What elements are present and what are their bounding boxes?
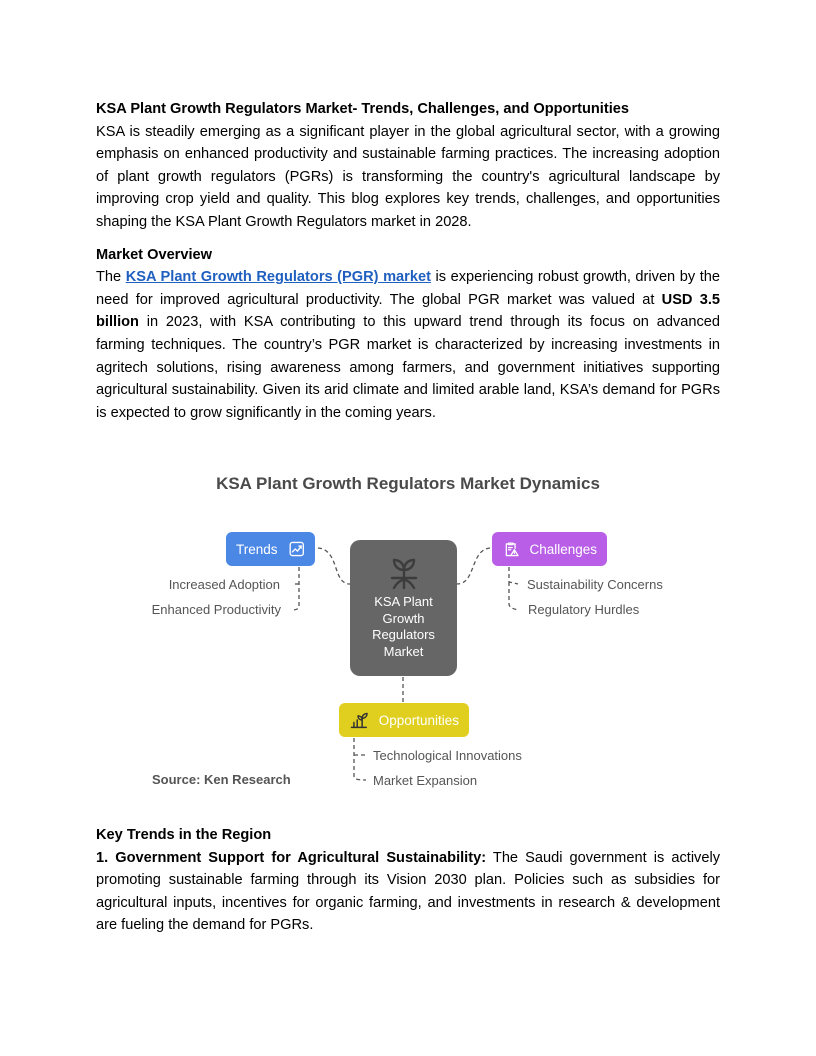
pgr-market-link[interactable]: KSA Plant Growth Regulators (PGR) market xyxy=(125,269,431,286)
trend-1-title: 1. Government Support for Agricultural Sustainability: xyxy=(96,849,487,866)
opportunities-pill xyxy=(339,703,469,737)
center-line-1: KSA Plant xyxy=(374,594,433,609)
opportunities-label: Opportunities xyxy=(378,712,459,728)
diagram-source: Source: Ken Research xyxy=(152,772,291,787)
document-body-top xyxy=(96,98,720,424)
trends-item-2: Enhanced Productivity xyxy=(151,602,281,617)
trend-1-text: The Saudi government is actively promoting sustainable farming through its Vision 2030 plan. Policies such as subsidies for agricultural inputs, incentives for organic farming, and investments in research & development are fueling the demand for PGRs. xyxy=(96,849,721,934)
challenges-item-1: Sustainability Concerns xyxy=(527,577,663,592)
center-line-3: Regulators xyxy=(372,627,435,643)
document-title: KSA Plant Growth Regulators Market- Trends, Challenges, and Opportunities xyxy=(96,101,630,117)
document-body-bottom xyxy=(96,824,720,937)
center-line-4: Market xyxy=(383,643,424,659)
clipboard-warning-icon xyxy=(502,538,519,560)
market-dynamics-diagram xyxy=(0,462,816,807)
challenges-pill xyxy=(492,532,607,566)
trends-pill xyxy=(226,532,315,566)
key-trends-heading: Key Trends in the Region xyxy=(96,827,272,843)
diagram-title: KSA Plant Growth Regulators Market Dynamics xyxy=(216,474,600,493)
overview-rest: in 2023, with KSA contributing to this upward trend through its focus on advanced farming techniques. The country’s PGR market is characterized by increasing investments in agritech solutions, rising awareness among farmers, and government initiatives supporting agricultural sustainability. Given its arid climate and limited arable land, KSA’s demand for PGRs is expected to grow significantly in the coming years. xyxy=(96,314,720,421)
trends-item-1: Increased Adoption xyxy=(168,577,280,592)
trend-chart-icon xyxy=(288,538,305,560)
challenges-item-2: Regulatory Hurdles xyxy=(528,602,640,617)
overview-prefix: The xyxy=(96,269,126,286)
market-value: USD 3.5 billion xyxy=(96,291,720,331)
center-market-node xyxy=(350,540,457,676)
intro-paragraph: KSA is steadily emerging as a significant player in the global agricultural sector, with a growing emphasis on enhanced productivity and sustainable farming practices. The increasing adoption of plant growth regulators (PGRs) is transforming the country's agricultural landscape by improving crop yield and quality. This blog explores key trends, challenges, and opportunities shaping the KSA Plant Growth Regulators market in 2028. xyxy=(96,123,720,230)
trend-1-paragraph xyxy=(96,847,720,937)
plant-icon xyxy=(386,554,422,590)
sprout-chart-icon xyxy=(349,709,369,731)
center-line-2: Growth xyxy=(382,610,425,626)
overview-after-link: is experiencing robust growth, driven by the need for improved agricultural productivity. The global PGR market was valued at xyxy=(96,269,720,308)
opportunities-item-1: Technological Innovations xyxy=(373,748,522,763)
challenges-label: Challenges xyxy=(529,541,597,557)
overview-paragraph xyxy=(96,266,720,424)
overview-heading: Market Overview xyxy=(96,246,213,263)
trends-label: Trends xyxy=(236,541,278,557)
opportunities-item-2: Market Expansion xyxy=(373,773,478,788)
